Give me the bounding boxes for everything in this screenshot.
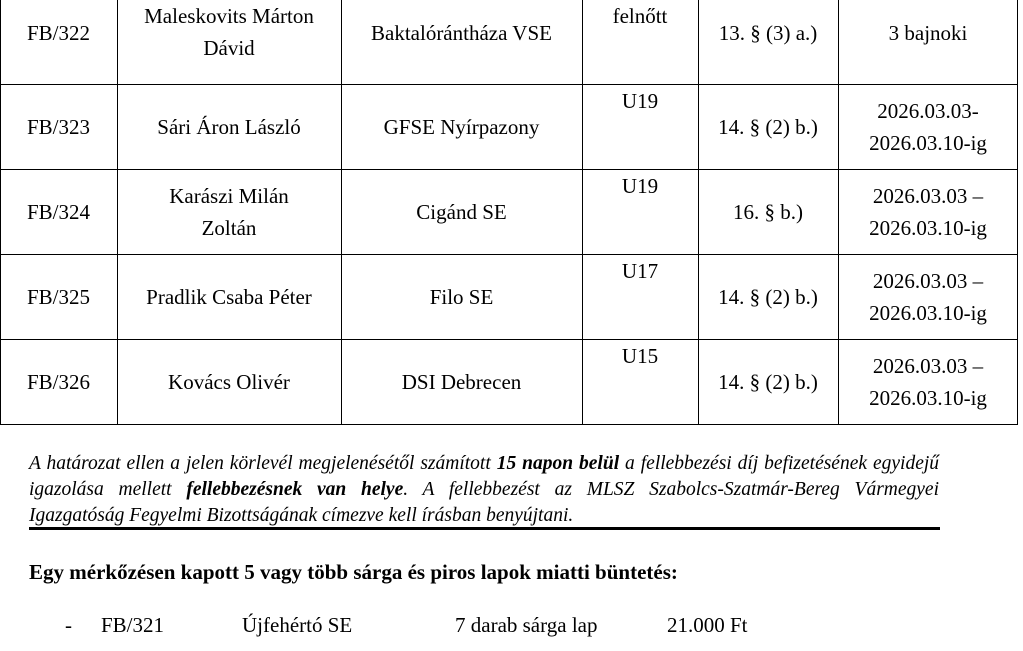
table-row <box>0 170 1018 254</box>
age-category: U19 <box>621 174 659 198</box>
player-name: Sári Áron László <box>157 115 301 139</box>
player-name: Maleskovits Márton Dávid <box>144 4 314 60</box>
rule-reference: 14. § (2) b.) <box>718 370 818 394</box>
age-category: felnőtt <box>612 4 668 28</box>
club-name: GFSE Nyírpazony <box>383 115 540 139</box>
penalty-duration: 2026.03.03-2026.03.10-ig <box>869 99 987 155</box>
section-heading: Egy mérkőzésen kapott 5 vagy több sárga és piros lapok miatti büntetés: <box>29 560 678 584</box>
decision-code: FB/324 <box>26 200 91 224</box>
table-row <box>0 0 1018 84</box>
club-name: DSI Debrecen <box>401 370 522 394</box>
table-row <box>0 85 1018 169</box>
notice-appeal-allowed: fellebbezésnek van helye <box>186 479 404 500</box>
rule-reference: 13. § (3) a.) <box>718 21 818 45</box>
table-row <box>0 255 1018 339</box>
penalty-duration: 2026.03.03 – 2026.03.10-ig <box>869 269 987 325</box>
age-category: U15 <box>621 344 659 368</box>
appeal-notice <box>29 451 939 529</box>
club-name: Baktalórántháza VSE <box>371 21 552 45</box>
club-name: Filo SE <box>429 285 494 309</box>
section-divider <box>29 527 940 530</box>
rule-reference: 16. § b.) <box>733 200 803 224</box>
penalty-cards: 7 darab sárga lap <box>455 613 598 637</box>
player-name: Pradlik Csaba Péter <box>146 285 312 309</box>
decision-code: FB/325 <box>26 285 91 309</box>
rule-reference: 14. § (2) b.) <box>718 115 818 139</box>
age-category: U17 <box>621 259 659 283</box>
penalty-code: FB/321 <box>101 613 165 637</box>
penalty-amount: 21.000 Ft <box>667 613 748 637</box>
notice-deadline: 15 napon belül <box>496 453 620 474</box>
decision-code: FB/323 <box>26 115 91 139</box>
list-bullet: - <box>65 613 72 637</box>
table-row <box>0 340 1018 424</box>
notice-text: a fellebbezési díj befizetésének egyidejű igazolása mellett <box>29 453 940 500</box>
player-name: Kovács Olivér <box>168 370 290 394</box>
table-rule <box>0 424 1018 425</box>
decision-code: FB/322 <box>26 21 91 45</box>
decision-code: FB/326 <box>26 370 91 394</box>
notice-text: A határozat ellen a jelen körlevél megjelenésétől számított <box>29 453 497 474</box>
notice-text: . A fellebbezést az MLSZ Szabolcs-Szatmár-Bereg Vármegyei Igazgatóság Fegyelmi Bizottságának címezve kell írásban benyújtani. <box>29 479 939 526</box>
penalty-duration: 2026.03.03 – 2026.03.10-ig <box>869 184 987 240</box>
penalty-duration: 3 bajnoki <box>888 21 968 45</box>
penalty-duration: 2026.03.03 – 2026.03.10-ig <box>869 354 987 410</box>
rule-reference: 14. § (2) b.) <box>718 285 818 309</box>
club-name: Cigánd SE <box>416 200 507 224</box>
age-category: U19 <box>621 89 659 113</box>
player-name: Karászi Milán Zoltán <box>169 184 289 240</box>
penalty-club: Újfehértó SE <box>242 613 353 637</box>
